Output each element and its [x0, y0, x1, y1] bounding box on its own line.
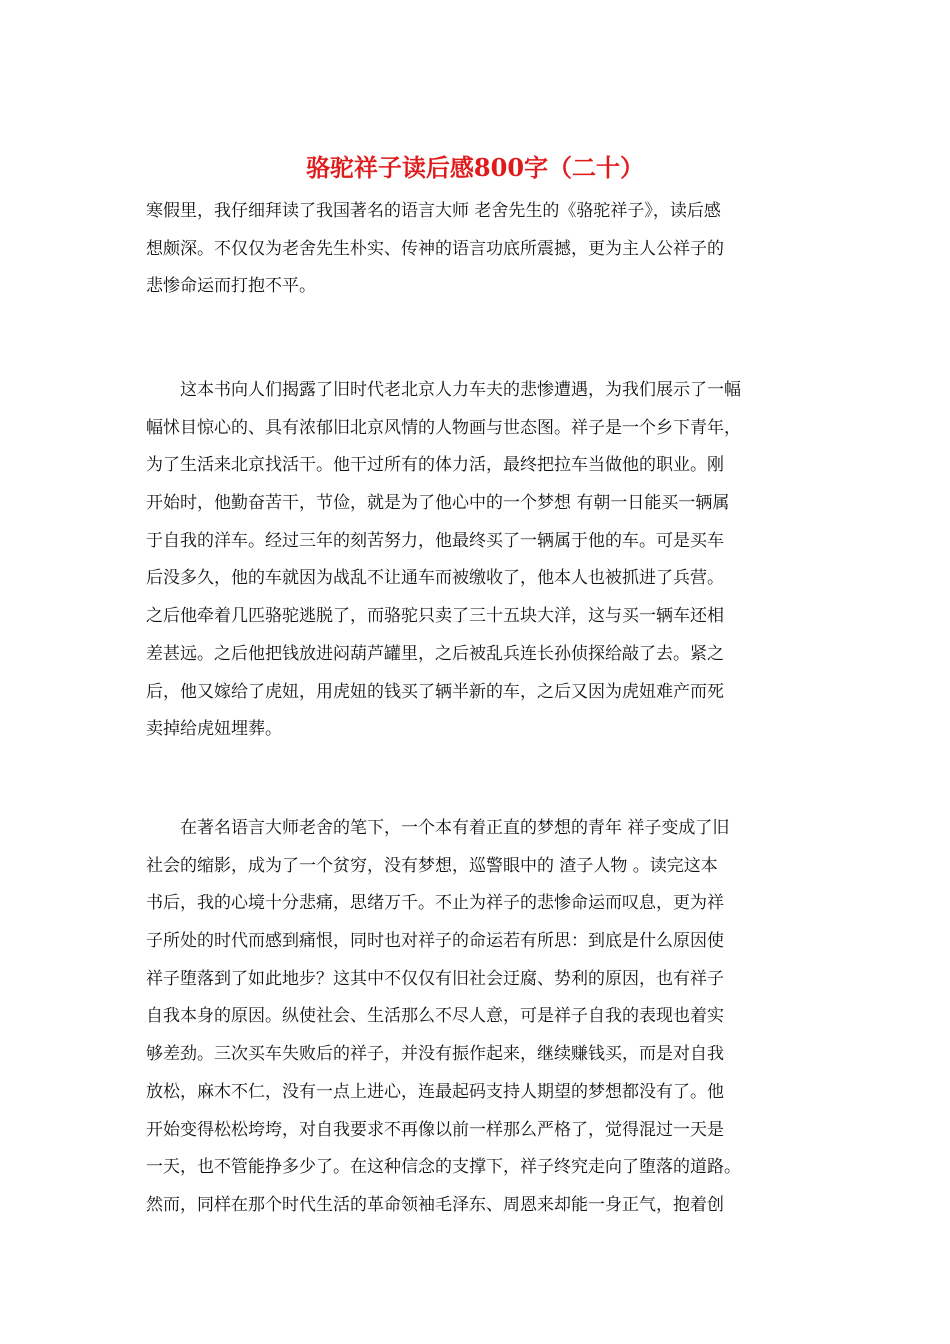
text-line: 后，他又嫁给了虎妞，用虎妞的钱买了辆半新的车，之后又因为虎妞难产而死	[146, 681, 724, 702]
text-line: 悲惨命运而打抱不平。	[146, 276, 316, 297]
document-title: 骆驼祥子读后感800字（二十）	[305, 153, 645, 182]
text-line: 差甚远。之后他把钱放进闷葫芦罐里，之后被乱兵连长孙侦探给敲了去。紧之	[146, 643, 724, 664]
text-line: 社会的缩影，成为了一个贫穷，没有梦想，巡警眼中的 渣子人物 。读完这本	[146, 855, 718, 876]
text-line: 子所处的时代而感到痛恨，同时也对祥子的命运若有所思：到底是什么原因使	[146, 931, 724, 952]
text-line: 一天，也不管能挣多少了。在这种信念的支撑下，祥子终究走向了堕落的道路。	[146, 1157, 741, 1178]
text-line: 够差劲。三次买车失败后的祥子，并没有振作起来，继续赚钱买，而是对自我	[146, 1044, 724, 1065]
text-line: 后没多久，他的车就因为战乱不让通车而被缴收了，他本人也被抓进了兵营。	[146, 568, 724, 589]
text-line: 在著名语言大师老舍的笔下，一个本有着正直的梦想的青年 祥子变成了旧	[146, 818, 730, 838]
text-line: 放松，麻木不仁，没有一点上进心，连最起码支持人期望的梦想都没有了。他	[146, 1081, 724, 1102]
text-line: 自我本身的原因。纵使社会、生活那么不尽人意，可是祥子自我的表现也着实	[146, 1006, 724, 1027]
paragraph-1	[146, 193, 806, 306]
text-line: 卖掉给虎妞埋葬。	[146, 719, 282, 740]
text-line: 这本书向人们揭露了旧时代老北京人力车夫的悲惨遭遇，为我们展示了一幅	[146, 380, 741, 400]
text-line: 祥子堕落到了如此地步？这其中不仅仅有旧社会迂腐、势利的原因，也有祥子	[146, 968, 724, 989]
text-line: 然而，同样在那个时代生活的革命领袖毛泽东、周恩来却能一身正气，抱着创	[146, 1194, 724, 1215]
text-line: 之后他牵着几匹骆驼逃脱了，而骆驼只卖了三十五块大洋，这与买一辆车还相	[146, 606, 724, 627]
text-line: 寒假里，我仔细拜读了我国著名的语言大师 老舍先生的《骆驼祥子》，读后感	[146, 201, 721, 221]
text-line: 幅怵目惊心的、具有浓郁旧北京风情的人物画与世态图。祥子是一个乡下青年，	[146, 417, 741, 438]
text-line: 想颇深。不仅仅为老舍先生朴实、传神的语言功底所震撼，更为主人公祥子的	[146, 238, 724, 259]
text-line: 为了生活来北京找活干。他干过所有的体力活，最终把拉车当做他的职业。刚	[146, 455, 724, 476]
paragraph-2	[146, 372, 806, 749]
text-line: 书后，我的心境十分悲痛，思绪万千。不止为祥子的悲惨命运而叹息，更为祥	[146, 893, 724, 914]
text-line: 于自我的洋车。经过三年的刻苦努力，他最终买了一辆属于他的车。可是买车	[146, 530, 724, 551]
text-line: 开始变得松松垮垮，对自我要求不再像以前一样那么严格了，觉得混过一天是	[146, 1119, 724, 1140]
paragraph-3	[146, 810, 806, 1225]
text-line: 开始时，他勤奋苦干，节俭，就是为了他心中的一个梦想 有朝一日能买一辆属	[146, 493, 730, 514]
